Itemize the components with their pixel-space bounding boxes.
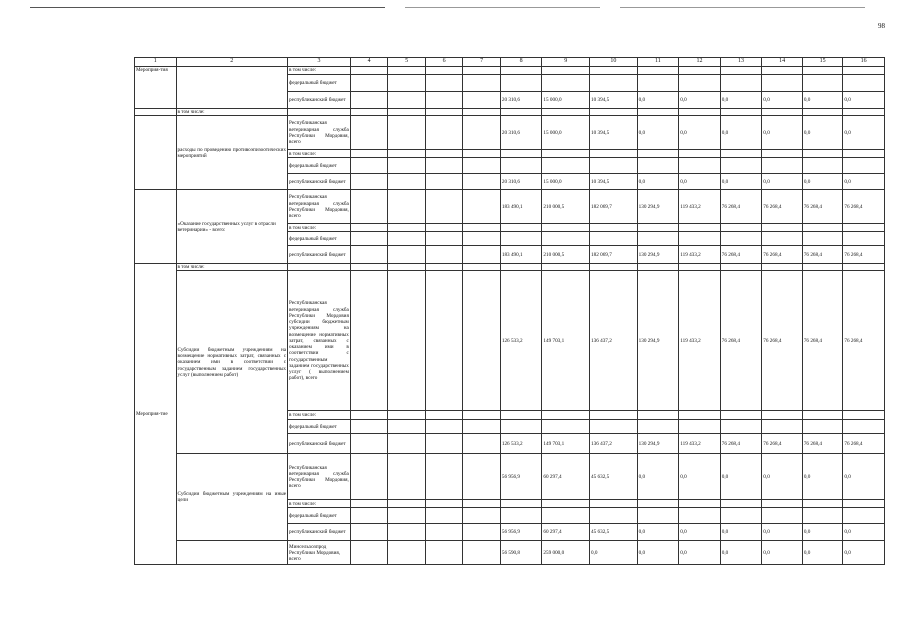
value-cell: 0,0: [720, 541, 762, 565]
budget-table: [134, 57, 885, 565]
row-label: федеральный бюджет: [288, 508, 351, 524]
value-cell: 0,0: [679, 92, 721, 109]
value-cell: 76 268,4: [802, 434, 843, 454]
table-row: [135, 116, 885, 150]
value-cell: 76 268,4: [843, 246, 885, 264]
value-cell: 119 433,2: [679, 190, 721, 224]
value-cell: 149 703,1: [542, 271, 590, 411]
value-cell: 183 490,1: [500, 190, 542, 224]
value-cell: 0,0: [762, 116, 803, 150]
value-cell: 0,0: [802, 541, 843, 565]
value-cell: 76 268,4: [843, 434, 885, 454]
col-header: 9: [542, 58, 590, 67]
value-cell: 182 069,7: [590, 190, 638, 224]
col-header: 13: [720, 58, 762, 67]
value-cell: 20 310,6: [500, 174, 542, 190]
value-cell: 0,0: [637, 541, 679, 565]
value-cell: 0,0: [637, 524, 679, 541]
col-header: 7: [463, 58, 501, 67]
row-label: республиканский бюджет: [288, 434, 351, 454]
value-cell: 76 268,4: [720, 246, 762, 264]
value-cell: 0,0: [679, 541, 721, 565]
value-cell: 0,0: [802, 92, 843, 109]
row-label: в том числе:: [176, 109, 287, 116]
value-cell: 15 000,0: [542, 92, 590, 109]
value-cell: 119 433,2: [679, 271, 721, 411]
value-cell: 56 956,9: [500, 524, 542, 541]
value-cell: 76 268,4: [843, 190, 885, 224]
value-cell: 136 437,2: [590, 434, 638, 454]
value-cell: 76 268,4: [720, 190, 762, 224]
value-cell: 136 437,2: [590, 271, 638, 411]
value-cell: 0,0: [679, 174, 721, 190]
group-label: Мероприя-тие: [135, 264, 177, 565]
value-cell: 119 433,2: [679, 246, 721, 264]
group-label: Мероприя-тия: [135, 67, 177, 109]
col-header: 15: [802, 58, 843, 67]
value-cell: 0,0: [843, 541, 885, 565]
row-label: в том числе:: [176, 264, 287, 271]
value-cell: 182 069,7: [590, 246, 638, 264]
row-label: в том числе:: [288, 500, 351, 508]
value-cell: 56 590,8: [500, 541, 542, 565]
services-item: «Оказание государственных услуг в отрасли ветеринарии» - всего:: [176, 190, 287, 264]
value-cell: 149 703,1: [542, 434, 590, 454]
row-label: республиканский бюджет: [288, 524, 351, 541]
value-cell: 0,0: [637, 174, 679, 190]
value-cell: 126 533,2: [500, 434, 542, 454]
col-header: 1: [135, 58, 177, 67]
row-label: федеральный бюджет: [288, 420, 351, 434]
value-cell: 10 394,5: [590, 174, 638, 190]
value-cell: 10 394,5: [590, 116, 638, 150]
value-cell: 0,0: [762, 174, 803, 190]
col-header: 3: [288, 58, 351, 67]
value-cell: 76 268,4: [762, 434, 803, 454]
value-cell: 183 490,1: [500, 246, 542, 264]
header-row: [135, 58, 885, 67]
col-header: 11: [637, 58, 679, 67]
value-cell: 0,0: [762, 454, 803, 500]
col-header: 12: [679, 58, 721, 67]
value-cell: 130 294,9: [637, 190, 679, 224]
row-label: Минсельхозпрод Республики Мордовия, всего: [288, 541, 351, 565]
row-label: Республиканская ветеринарная служба Республики Мордовия, всего: [288, 454, 351, 500]
scan-line-right: [620, 7, 865, 8]
value-cell: 45 632,5: [590, 524, 638, 541]
measures-item: расходы по проведению противоэпизоотических мероприятий: [176, 116, 287, 190]
table-row: [135, 67, 885, 75]
value-cell: 0,0: [637, 92, 679, 109]
row-label: в том числе:: [288, 67, 351, 75]
value-cell: 0,0: [637, 454, 679, 500]
value-cell: 130 294,9: [637, 271, 679, 411]
value-cell: 0,0: [762, 92, 803, 109]
value-cell: 210 000,5: [542, 246, 590, 264]
table-row: [135, 190, 885, 224]
col-header: 6: [425, 58, 463, 67]
row-label: республиканский бюджет: [288, 246, 351, 264]
value-cell: 76 268,4: [802, 246, 843, 264]
col-header: 16: [843, 58, 885, 67]
value-cell: 15 000,0: [542, 174, 590, 190]
value-cell: 0,0: [843, 454, 885, 500]
row-label: в том числе:: [288, 150, 351, 158]
value-cell: 119 433,2: [679, 434, 721, 454]
scan-line-mid: [405, 7, 600, 8]
value-cell: 76 268,4: [762, 246, 803, 264]
value-cell: 0,0: [802, 524, 843, 541]
col-header: 2: [176, 58, 287, 67]
value-cell: 0,0: [720, 454, 762, 500]
value-cell: 10 394,5: [590, 92, 638, 109]
col-header: 5: [388, 58, 426, 67]
col-header: 10: [590, 58, 638, 67]
value-cell: 56 956,9: [500, 454, 542, 500]
table-row: [135, 454, 885, 500]
value-cell: 60 297,4: [542, 454, 590, 500]
row-label: республиканский бюджет: [288, 174, 351, 190]
row-label: федеральный бюджет: [288, 158, 351, 174]
value-cell: 0,0: [802, 174, 843, 190]
table-row: [135, 264, 885, 271]
value-cell: 76 268,4: [802, 190, 843, 224]
value-cell: 0,0: [679, 524, 721, 541]
table-row: [135, 271, 885, 411]
value-cell: 45 632,5: [590, 454, 638, 500]
value-cell: 0,0: [679, 116, 721, 150]
value-cell: 0,0: [762, 524, 803, 541]
value-cell: 76 268,4: [720, 434, 762, 454]
value-cell: 76 268,4: [802, 271, 843, 411]
value-cell: 0,0: [720, 92, 762, 109]
value-cell: 76 268,4: [762, 271, 803, 411]
value-cell: 76 268,4: [843, 271, 885, 411]
value-cell: 20 310,6: [500, 92, 542, 109]
subsidy1-item: Субсидии бюджетным учреждениям на возмещение нормативных затрат, связанных с оказанием ими в соответствии с государственным заданием государственных услуг (выполнением работ): [176, 271, 287, 454]
value-cell: 76 268,4: [762, 190, 803, 224]
value-cell: 0,0: [843, 524, 885, 541]
row-label: в том числе:: [288, 411, 351, 420]
value-cell: 0,0: [843, 116, 885, 150]
value-cell: 60 297,4: [542, 524, 590, 541]
value-cell: 126 533,2: [500, 271, 542, 411]
table-row: [135, 109, 885, 116]
value-cell: 0,0: [590, 541, 638, 565]
value-cell: 20 310,6: [500, 116, 542, 150]
value-cell: 0,0: [802, 116, 843, 150]
value-cell: 130 294,9: [637, 246, 679, 264]
table-row: [135, 541, 885, 565]
value-cell: 0,0: [637, 116, 679, 150]
value-cell: 0,0: [679, 454, 721, 500]
value-cell: 0,0: [843, 174, 885, 190]
row-label: Республиканская ветеринарная служба Республики Мордовия, всего: [288, 116, 351, 150]
value-cell: 130 294,9: [637, 434, 679, 454]
value-cell: 0,0: [720, 116, 762, 150]
row-label: Республиканская ветеринарная служба Республики Мордовия субсидии бюджетным учреждениям на возмещение нормативных затрат, связанных с оказанием ими в соответствии с государственным заданием государственных услуг ( выполнением работ), всего: [288, 271, 351, 411]
value-cell: 0,0: [720, 524, 762, 541]
value-cell: 0,0: [720, 174, 762, 190]
value-cell: 15 000,0: [542, 116, 590, 150]
row-label: федеральный бюджет: [288, 232, 351, 246]
value-cell: 210 000,5: [542, 190, 590, 224]
row-label: республиканский бюджет: [288, 92, 351, 109]
scan-line-left: [30, 7, 385, 8]
col-header: 4: [350, 58, 388, 67]
col-header: 8: [500, 58, 542, 67]
value-cell: 76 268,4: [720, 271, 762, 411]
value-cell: 0,0: [843, 92, 885, 109]
value-cell: 0,0: [762, 541, 803, 565]
value-cell: 0,0: [802, 454, 843, 500]
subsidy2-item: Субсидии бюджетным учреждениям на иные цели: [176, 454, 287, 541]
value-cell: 259 000,0: [542, 541, 590, 565]
row-label: в том числе:: [288, 224, 351, 232]
row-label: федеральный бюджет: [288, 75, 351, 92]
col-header: 14: [762, 58, 803, 67]
row-label: Республиканская ветеринарная служба Республики Мордовия, всего: [288, 190, 351, 224]
page-number: 98: [878, 22, 885, 30]
